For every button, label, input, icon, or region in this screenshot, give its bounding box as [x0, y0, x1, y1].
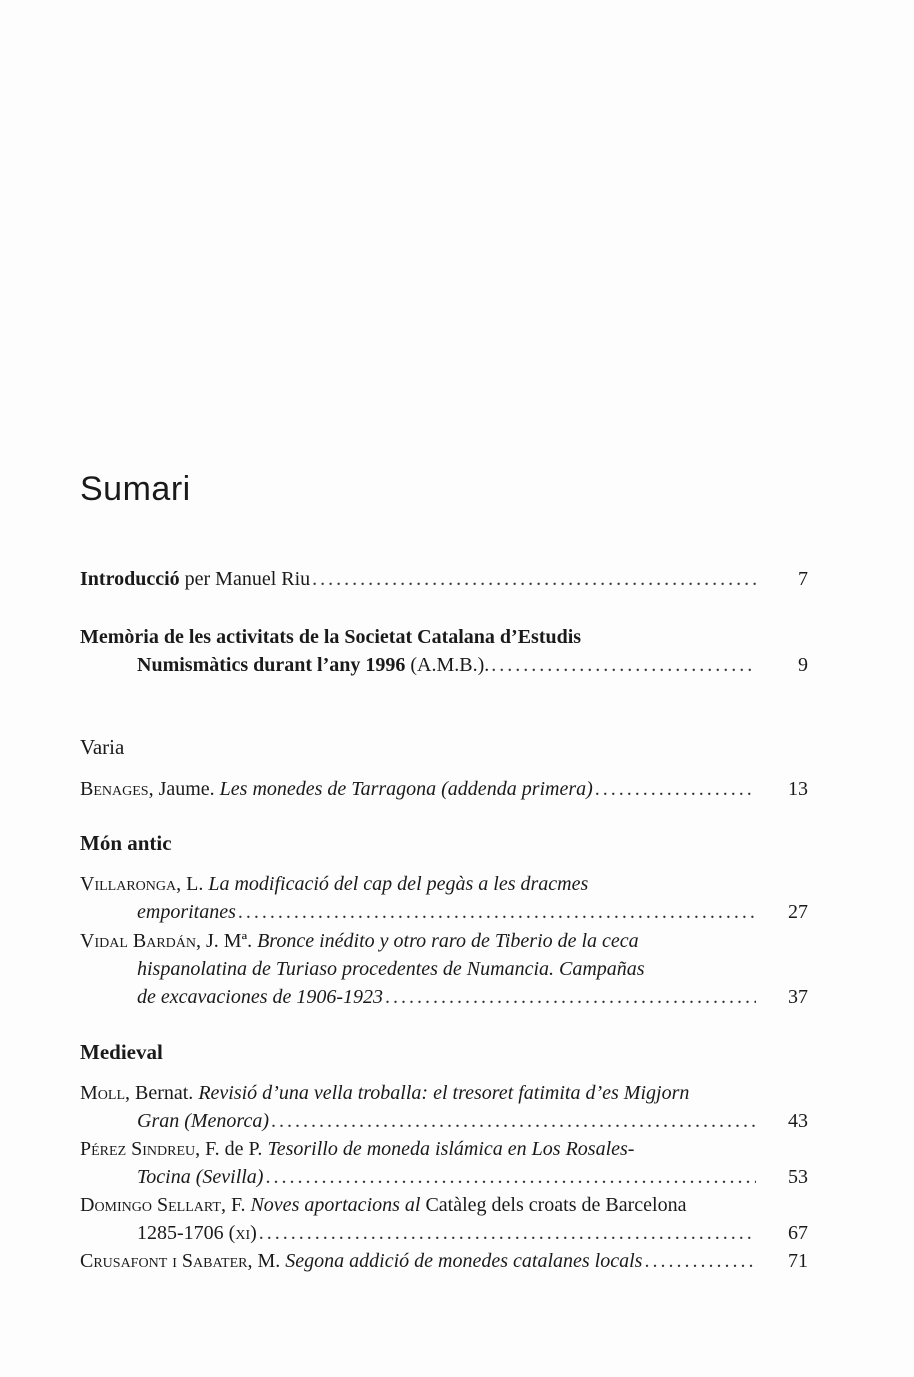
leader-dots: [595, 777, 756, 801]
leader-dots: [271, 1109, 756, 1133]
entry-bold: Introducció: [80, 568, 180, 590]
author-name: Moll: [80, 1082, 125, 1104]
toc-item-villaronga-line2: [137, 900, 808, 924]
article-title: emporitanes: [137, 901, 236, 923]
toc-item-domingo-line2: 1285-1706 (xi) ..... 67: [137, 1221, 808, 1245]
page-number: 27: [788, 901, 808, 923]
leader-dots: [644, 1249, 756, 1273]
leader-dots: [238, 900, 756, 924]
section-heading-mon-antic: Món antic: [80, 831, 172, 855]
page-title: Sumari: [80, 470, 191, 508]
article-title: de excavaciones de 1906-1923: [137, 986, 384, 1008]
leader-dots: [491, 653, 756, 677]
page-number: 37: [788, 986, 808, 1008]
entry-text: (A.M.B.).: [405, 654, 490, 676]
entry-bold: Memòria de les activitats de la Societat Catalana d’Estudis: [80, 626, 582, 648]
leader-dots: [312, 567, 756, 591]
leader-dots: [265, 1165, 756, 1189]
toc-item-crusafont: Crusafont i Sabater, M. Segona addició de monedes catalanes locals ..... 71: [80, 1249, 808, 1273]
page-number: 53: [788, 1166, 808, 1188]
author-name: Vidal Bardán: [80, 930, 196, 952]
entry-text: per Manuel Riu: [179, 568, 311, 590]
article-title: Tocina (Sevilla): [137, 1166, 264, 1188]
toc-entry-memoria-line2: [137, 653, 808, 677]
article-title: La modificació del cap del pegàs a les dracmes: [208, 873, 589, 895]
article-title: Gran (Menorca): [137, 1110, 270, 1132]
toc-item-benages: Benages, Jaume. Les monedes de Tarragona (addenda primera) ..... 13: [80, 777, 808, 801]
entry-bold: Numismàtics durant l’any 1996: [137, 654, 406, 676]
author-name: Pérez Sindreu: [80, 1138, 196, 1160]
toc-item-domingo-line1: Domingo Sellart, F. Noves aportacions al Catàleg dels croats de Barcelona: [80, 1194, 687, 1216]
article-title: Bronce inédito y otro raro de Tiberio de la ceca: [257, 930, 639, 952]
toc-item-vidal-line1: Vidal Bardán, J. Mª. Bronce inédito y otro raro de Tiberio de la ceca: [80, 930, 639, 952]
toc-item-perez-line2: [137, 1165, 808, 1189]
toc-item-villaronga-line1: Villaronga, L. La modificació del cap del pegàs a les dracmes: [80, 873, 589, 895]
article-title: Revisió d’una vella troballa: el tresoret fatimita d’es Migjorn: [198, 1082, 690, 1104]
author-name: Benages: [80, 778, 149, 800]
toc-item-vidal-line2: [137, 957, 808, 981]
toc-item-perez-line1: Pérez Sindreu, F. de P. Tesorillo de moneda islámica en Los Rosales-: [80, 1138, 635, 1160]
article-title: Segona addició de monedes catalanes locals: [285, 1250, 643, 1272]
page-number: 67: [788, 1222, 808, 1244]
page-number: 43: [788, 1110, 808, 1132]
section-heading-medieval: Medieval: [80, 1040, 163, 1064]
section-heading-varia: Varia: [80, 735, 125, 759]
author-name: Crusafont i Sabater: [80, 1250, 248, 1272]
toc-item-vidal-line3: [137, 985, 808, 1009]
author-name: Villaronga: [80, 873, 177, 895]
page-number: 9: [798, 654, 808, 676]
toc-item-moll-line2: [137, 1109, 808, 1133]
article-title: hispanolatina de Turiaso procedentes de Numancia. Campañas: [137, 958, 645, 980]
toc-entry-introduction: [80, 567, 808, 591]
page-number: 71: [788, 1250, 808, 1272]
page-number: 7: [798, 568, 808, 590]
article-title: Les monedes de Tarragona (addenda primera): [219, 778, 593, 800]
page-number: 13: [788, 778, 808, 800]
toc-item-moll-line1: Moll, Bernat. Revisió d’una vella troballa: el tresoret fatimita d’es Migjorn: [80, 1082, 690, 1104]
article-title: Tesorillo de moneda islámica en Los Rosales-: [267, 1138, 635, 1160]
article-title: Noves aportacions al: [250, 1194, 421, 1216]
leader-dots: [385, 985, 756, 1009]
author-name: Domingo Sellart: [80, 1194, 221, 1216]
leader-dots: [259, 1221, 756, 1245]
toc-entry-memoria-line1: [80, 625, 808, 649]
